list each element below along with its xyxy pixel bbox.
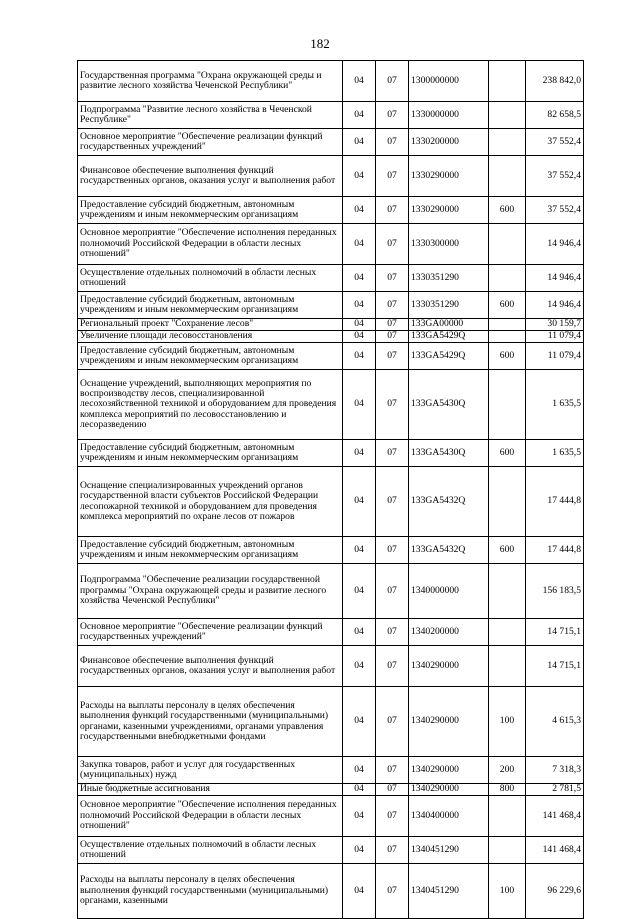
row-name: Предоставление субсидий бюджетным, автономным учреждениям и иным некоммерческим организациям	[78, 292, 343, 319]
row-name: Расходы на выплаты персоналу в целях обеспечения выполнения функций государственными (муниципальными) органами, казенными	[78, 864, 343, 919]
row-name: Увеличение площади лесовосстановления	[78, 331, 343, 343]
row-rz: 04	[343, 837, 376, 864]
row-vr	[489, 265, 526, 292]
row-name: Финансовое обеспечение выполнения функций государственных органов, оказания услуг и выполнения работ	[78, 156, 343, 197]
row-name: Оснащение учреждений, выполняющих мероприятия по воспроизводству лесов, специализированной лесохозяйственной техникой и оборудованием для проведения комплекса мероприятий по лесовосстановлению и лесоразведению	[78, 370, 343, 440]
row-name: Осуществление отдельных полномочий в области лесных отношений	[78, 265, 343, 292]
table-row	[78, 197, 584, 224]
row-sum: 141 468,4	[526, 796, 584, 837]
row-sum: 1 635,5	[526, 370, 584, 440]
row-name: Расходы на выплаты персоналу в целях обеспечения выполнения функций государственными (муниципальными) органами, казенными учреждениями, органами управления государственными внебюджетными фондами	[78, 687, 343, 757]
row-pr: 07	[376, 61, 409, 102]
table-row	[78, 440, 584, 467]
row-name: Предоставление субсидий бюджетным, автономным учреждениям и иным некоммерческим организациям	[78, 537, 343, 564]
table-row	[78, 343, 584, 370]
row-csr: 1330290000	[409, 197, 489, 224]
row-vr	[489, 102, 526, 129]
row-sum: 14 946,4	[526, 265, 584, 292]
row-csr: 133GA5430Q	[409, 440, 489, 467]
row-sum: 238 842,0	[526, 61, 584, 102]
table-row	[78, 265, 584, 292]
row-pr: 07	[376, 265, 409, 292]
row-rz: 04	[343, 619, 376, 646]
row-sum: 2 781,5	[526, 784, 584, 796]
row-name: Осуществление отдельных полномочий в области лесных отношений	[78, 837, 343, 864]
row-name: Закупка товаров, работ и услуг для государственных (муниципальных) нужд	[78, 757, 343, 784]
row-rz: 04	[343, 537, 376, 564]
row-vr	[489, 370, 526, 440]
row-csr: 1340000000	[409, 564, 489, 619]
table-row	[78, 564, 584, 619]
row-rz: 04	[343, 864, 376, 919]
row-pr: 07	[376, 343, 409, 370]
row-sum: 30 159,7	[526, 319, 584, 331]
row-csr: 1340400000	[409, 796, 489, 837]
row-sum: 1 635,5	[526, 440, 584, 467]
row-csr: 1340290000	[409, 757, 489, 784]
row-pr: 07	[376, 370, 409, 440]
row-csr: 1330351290	[409, 292, 489, 319]
row-vr: 100	[489, 864, 526, 919]
row-sum: 37 552,4	[526, 156, 584, 197]
row-sum: 37 552,4	[526, 197, 584, 224]
row-sum: 4 615,3	[526, 687, 584, 757]
table-row	[78, 224, 584, 265]
row-rz: 04	[343, 564, 376, 619]
row-vr	[489, 129, 526, 156]
row-vr: 800	[489, 784, 526, 796]
row-rz: 04	[343, 370, 376, 440]
row-rz: 04	[343, 331, 376, 343]
row-vr	[489, 331, 526, 343]
row-sum: 7 318,3	[526, 757, 584, 784]
row-pr: 07	[376, 129, 409, 156]
row-csr: 1330200000	[409, 129, 489, 156]
row-csr: 133GA00000	[409, 319, 489, 331]
row-vr	[489, 646, 526, 687]
row-csr: 133GA5432Q	[409, 537, 489, 564]
row-vr	[489, 319, 526, 331]
row-name: Финансовое обеспечение выполнения функций государственных органов, оказания услуг и выполнения работ	[78, 646, 343, 687]
row-rz: 04	[343, 343, 376, 370]
table-row	[78, 757, 584, 784]
table-row	[78, 784, 584, 796]
row-sum: 11 079,4	[526, 331, 584, 343]
table-row	[78, 646, 584, 687]
row-csr: 1300000000	[409, 61, 489, 102]
row-sum: 14 715,1	[526, 619, 584, 646]
row-pr: 07	[376, 224, 409, 265]
row-pr: 07	[376, 331, 409, 343]
row-name: Подпрограмма "Обеспечение реализации государственной программы "Охрана окружающей среды и развитие лесного хозяйства Чеченской Республики"	[78, 564, 343, 619]
row-vr	[489, 619, 526, 646]
row-pr: 07	[376, 619, 409, 646]
row-csr: 1340451290	[409, 837, 489, 864]
row-vr	[489, 564, 526, 619]
row-rz: 04	[343, 129, 376, 156]
row-name: Основное мероприятие "Обеспечение исполнения переданных полномочий Российской Федерации в области лесных отношений"	[78, 796, 343, 837]
row-pr: 07	[376, 537, 409, 564]
table-row	[78, 61, 584, 102]
row-pr: 07	[376, 467, 409, 537]
row-csr: 133GA5429Q	[409, 343, 489, 370]
row-vr: 200	[489, 757, 526, 784]
row-pr: 07	[376, 440, 409, 467]
row-rz: 04	[343, 784, 376, 796]
row-sum: 141 468,4	[526, 837, 584, 864]
row-rz: 04	[343, 224, 376, 265]
row-pr: 07	[376, 837, 409, 864]
row-name: Предоставление субсидий бюджетным, автономным учреждениям и иным некоммерческим организациям	[78, 440, 343, 467]
row-vr: 600	[489, 197, 526, 224]
budget-table	[77, 60, 584, 919]
table-row	[78, 331, 584, 343]
row-csr: 1340290000	[409, 646, 489, 687]
row-vr	[489, 796, 526, 837]
row-sum: 37 552,4	[526, 129, 584, 156]
row-pr: 07	[376, 784, 409, 796]
row-vr	[489, 61, 526, 102]
row-rz: 04	[343, 292, 376, 319]
table-row	[78, 537, 584, 564]
row-pr: 07	[376, 646, 409, 687]
row-rz: 04	[343, 265, 376, 292]
row-sum: 14 946,4	[526, 292, 584, 319]
row-pr: 07	[376, 319, 409, 331]
table-row	[78, 687, 584, 757]
row-pr: 07	[376, 292, 409, 319]
row-sum: 82 658,5	[526, 102, 584, 129]
table-row	[78, 319, 584, 331]
row-vr: 600	[489, 292, 526, 319]
table-row	[78, 156, 584, 197]
row-csr: 1340290000	[409, 784, 489, 796]
row-sum: 14 946,4	[526, 224, 584, 265]
row-rz: 04	[343, 757, 376, 784]
row-rz: 04	[343, 156, 376, 197]
table-row	[78, 864, 584, 919]
row-vr: 600	[489, 537, 526, 564]
row-sum: 17 444,8	[526, 467, 584, 537]
row-csr: 1330351290	[409, 265, 489, 292]
row-pr: 07	[376, 197, 409, 224]
row-vr: 100	[489, 687, 526, 757]
row-rz: 04	[343, 102, 376, 129]
table-row	[78, 102, 584, 129]
table-row	[78, 837, 584, 864]
row-vr: 600	[489, 440, 526, 467]
row-name: Предоставление субсидий бюджетным, автономным учреждениям и иным некоммерческим организациям	[78, 343, 343, 370]
row-pr: 07	[376, 564, 409, 619]
row-pr: 07	[376, 102, 409, 129]
row-vr: 600	[489, 343, 526, 370]
row-rz: 04	[343, 467, 376, 537]
row-csr: 1330300000	[409, 224, 489, 265]
row-name: Предоставление субсидий бюджетным, автономным учреждениям и иным некоммерческим организациям	[78, 197, 343, 224]
row-name: Основное мероприятие "Обеспечение исполнения переданных полномочий Российской Федерации в области лесных отношений"	[78, 224, 343, 265]
row-name: Основное мероприятие "Обеспечение реализации функций государственных учреждений"	[78, 619, 343, 646]
row-csr: 133GA5432Q	[409, 467, 489, 537]
row-name: Региональный проект "Сохранение лесов"	[78, 319, 343, 331]
row-vr	[489, 467, 526, 537]
row-csr: 1330290000	[409, 156, 489, 197]
row-csr: 1340451290	[409, 864, 489, 919]
row-csr: 133GA5430Q	[409, 370, 489, 440]
row-sum: 96 229,6	[526, 864, 584, 919]
table-row	[78, 467, 584, 537]
row-pr: 07	[376, 687, 409, 757]
row-rz: 04	[343, 646, 376, 687]
row-csr: 1330000000	[409, 102, 489, 129]
page-number: 182	[310, 36, 330, 51]
row-name: Основное мероприятие "Обеспечение реализации функций государственных учреждений"	[78, 129, 343, 156]
table-row	[78, 619, 584, 646]
table-row	[78, 370, 584, 440]
table-row	[78, 129, 584, 156]
row-rz: 04	[343, 687, 376, 757]
table-row	[78, 796, 584, 837]
row-name: Государственная программа "Охрана окружающей среды и развитие лесного хозяйства Чеченской Республики"	[78, 61, 343, 102]
row-name: Подпрограмма "Развитие лесного хозяйства в Чеченской Республике"	[78, 102, 343, 129]
row-rz: 04	[343, 61, 376, 102]
row-vr	[489, 837, 526, 864]
table-row	[78, 292, 584, 319]
row-vr	[489, 156, 526, 197]
row-sum: 11 079,4	[526, 343, 584, 370]
row-csr: 133GA5429Q	[409, 331, 489, 343]
row-csr: 1340290000	[409, 687, 489, 757]
row-pr: 07	[376, 864, 409, 919]
row-vr	[489, 224, 526, 265]
row-name: Иные бюджетные ассигнования	[78, 784, 343, 796]
row-rz: 04	[343, 796, 376, 837]
row-pr: 07	[376, 156, 409, 197]
row-rz: 04	[343, 440, 376, 467]
row-pr: 07	[376, 757, 409, 784]
row-sum: 156 183,5	[526, 564, 584, 619]
row-sum: 14 715,1	[526, 646, 584, 687]
row-rz: 04	[343, 319, 376, 331]
row-pr: 07	[376, 796, 409, 837]
row-rz: 04	[343, 197, 376, 224]
row-name: Оснащение специализированных учреждений органов государственной власти субъектов Российской Федерации лесопожарной техникой и оборудованием для проведения комплекса мероприятий по охране лесов от пожаров	[78, 467, 343, 537]
row-sum: 17 444,8	[526, 537, 584, 564]
row-csr: 1340200000	[409, 619, 489, 646]
